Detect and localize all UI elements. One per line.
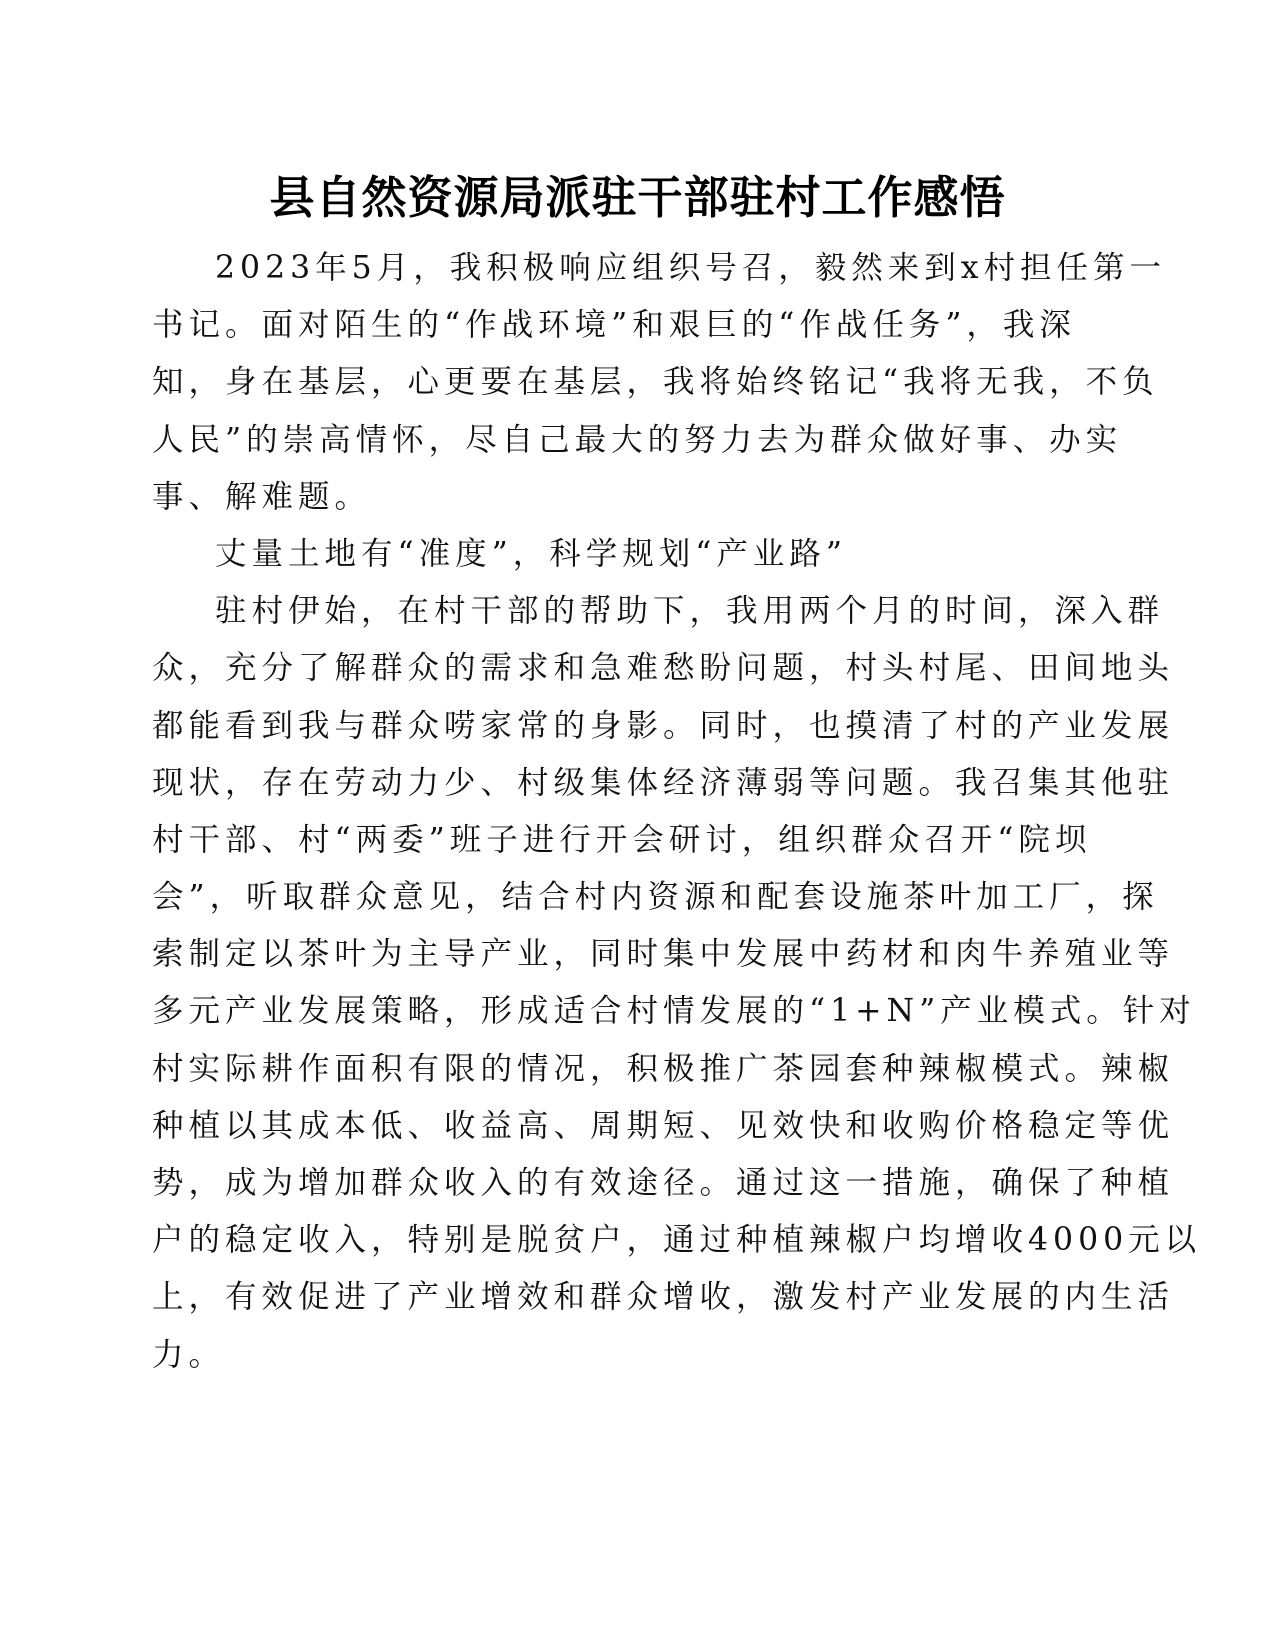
text-line: 2023年5月，我积极响应组织号召，毅然来到x村担任第一 bbox=[215, 250, 1166, 286]
text-line: 人民”的崇高情怀，尽自己最大的努力去为群众做好事、办实 bbox=[152, 421, 1123, 458]
text-line: 势，成为增加群众收入的有效途径。通过这一措施，确保了种植 bbox=[152, 1165, 1175, 1201]
document-title: 县自然资源局派驻干部驻村工作感悟 bbox=[269, 171, 1006, 224]
text-line: 众，充分了解群众的需求和急难愁盼问题，村头村尾、田间地头 bbox=[152, 650, 1175, 687]
text-line: 村实际耕作面积有限的情况，积极推广茶园套种辣椒模式。辣椒 bbox=[152, 1050, 1175, 1087]
section-heading-text: 丈量土地有“准度”，科学规划“产业路” bbox=[215, 535, 847, 572]
text-line: 多元产业发展策略，形成适合村情发展的“1+N”产业模式。针对 bbox=[152, 993, 1196, 1030]
text-line: 村干部、村“两委”班子进行开会研讨，组织群众召开“院坝 bbox=[152, 821, 1092, 858]
text-line: 上，有效促进了产业增效和群众增收，激发村产业发展的内生活 bbox=[152, 1279, 1175, 1316]
text-line: 户的稳定收入，特别是脱贫户，通过种植辣椒户均增收4000元以 bbox=[152, 1222, 1202, 1259]
text-line: 事、解难题。 bbox=[152, 478, 372, 515]
text-line: 驻村伊始，在村干部的帮助下，我用两个月的时间，深入群 bbox=[215, 593, 1165, 630]
text-line: 都能看到我与群众唠家常的身影。同时，也摸清了村的产业发展 bbox=[152, 707, 1175, 744]
text-line: 力。 bbox=[152, 1336, 226, 1373]
section-heading bbox=[152, 526, 1037, 583]
document-body bbox=[152, 240, 1202, 1384]
text-line: 会”，听取群众意见，结合村内资源和配套设施茶叶加工厂，探 bbox=[152, 879, 1159, 916]
text-line: 种植以其成本低、收益高、周期短、见效快和收购价格稳定等优 bbox=[152, 1107, 1175, 1144]
text-line: 索制定以茶叶为主导产业，同时集中发展中药材和肉牛养殖业等 bbox=[152, 936, 1175, 973]
paragraph-industry bbox=[152, 583, 1202, 1384]
text-line: 现状，存在劳动力少、村级集体经济薄弱等问题。我召集其他驻 bbox=[152, 764, 1175, 801]
paragraph-intro bbox=[152, 240, 1166, 526]
text-line: 书记。面对陌生的“作战环境”和艰巨的“作战任务”，我深 bbox=[152, 307, 1076, 344]
text-line: 知，身在基层，心更要在基层，我将始终铭记“我将无我，不负 bbox=[152, 364, 1159, 401]
